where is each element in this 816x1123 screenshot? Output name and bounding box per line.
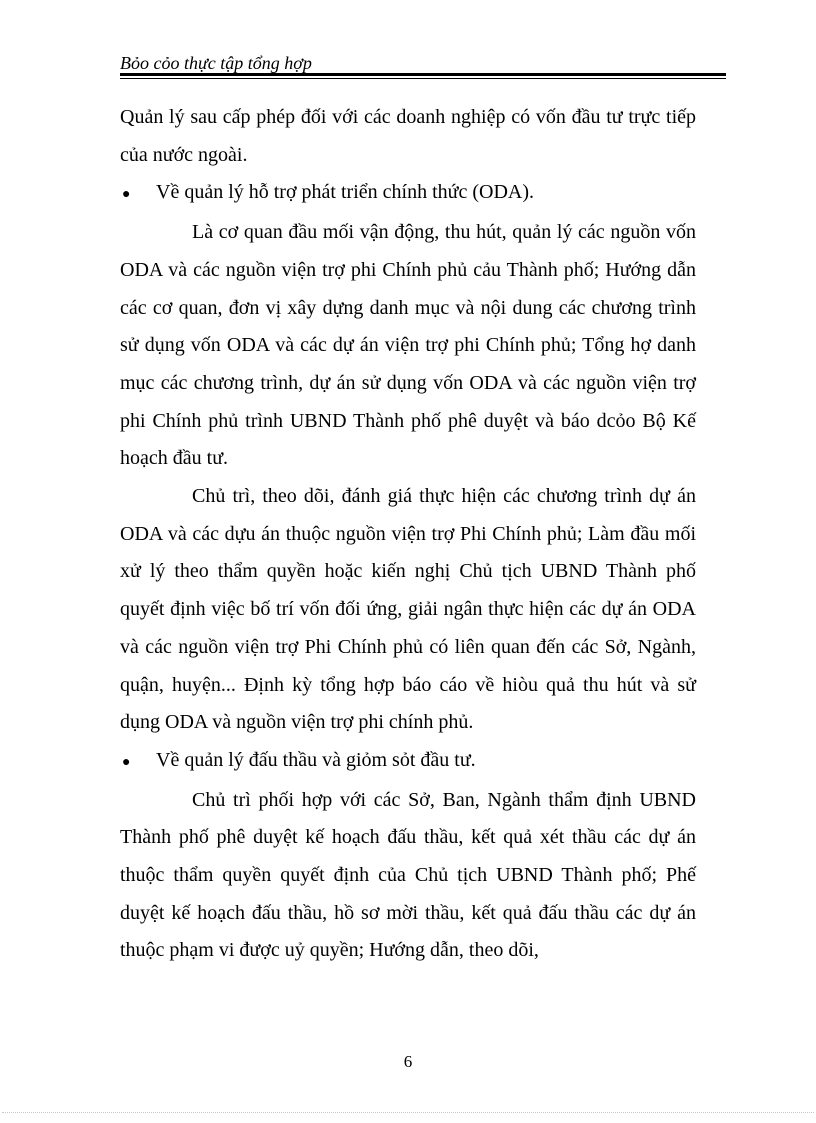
bullet-item [120, 742, 696, 782]
paragraph-plain: Quản lý sau cấp phép đối với các doanh nghiệp có vốn đầu tư trực tiếp của nước ngoài. [120, 106, 696, 166]
bullet-icon: ● [122, 187, 131, 203]
paragraph: Chủ trì phối hợp với các Sở, Ban, Ngành thẩm định UBND Thành phố phê duyệt kế hoạch đấu thầu, kết quả xét thầu các dự án thuộc thẩm quyền quyết định của Chủ tịch UBND Thành phố; Phế duyệt kế hoạch đấu thầu, hồ sơ mời thầu, kết quả đấu thầu các dự án thuộc phạm vi được uỷ quyền; Hướng dẫn, theo dõi, [120, 788, 696, 962]
page-header [120, 53, 726, 79]
paragraph: Chủ trì, theo dõi, đánh giá thực hiện các chương trình dự án ODA và các dựu án thuộc nguồn viện trợ Phi Chính phủ; Làm đầu mối xử lý theo thẩm quyền hoặc kiến nghị Chủ tịch UBND Thành phố quyết định việc bố trí vốn đối ứng, giải ngân thực hiện các dự án ODA và các nguồn viện trợ Phi Chính phủ có liên quan đến các Sở, Ngành, quận, huyện... Định kỳ tổng hợp báo cáo về hiòu quả thu hút và sử dụng ODA và nguồn viện trợ phi chính phủ. [120, 485, 696, 734]
bullet-item [120, 174, 696, 214]
header-rule-thin [120, 78, 726, 79]
page-number: 6 [403, 1052, 413, 1071]
header-title: Bỏo cỏo thực tập tổng hợp [120, 53, 312, 73]
bullet-text: Về quản lý hỗ trợ phát triển chính thức (ODA). [156, 181, 534, 204]
paragraph: Là cơ quan đầu mối vận động, thu hút, quản lý các nguồn vốn ODA và các nguồn viện trợ phi Chính phủ cảu Thành phố; Hướng dẫn các cơ quan, đơn vị xây dựng danh mục và nội dung các chương trình sử dụng vốn ODA và các dự án viện trợ phi Chính phủ; Tổng hợ danh mục các chương trình, dự án sử dụng vốn ODA và các nguồn viện trợ phi Chính phủ trình UBND Thành phố phê duyệt và báo dcỏo Bộ Kế hoạch đầu tư. [120, 221, 696, 470]
body-text [120, 99, 696, 970]
bullet-text: Về quản lý đấu thầu và giỏm sỏt đầu tư. [156, 748, 476, 771]
page-bottom-border [2, 1112, 814, 1113]
bullet-icon: ● [122, 754, 131, 770]
header-rule-thick [120, 73, 726, 76]
